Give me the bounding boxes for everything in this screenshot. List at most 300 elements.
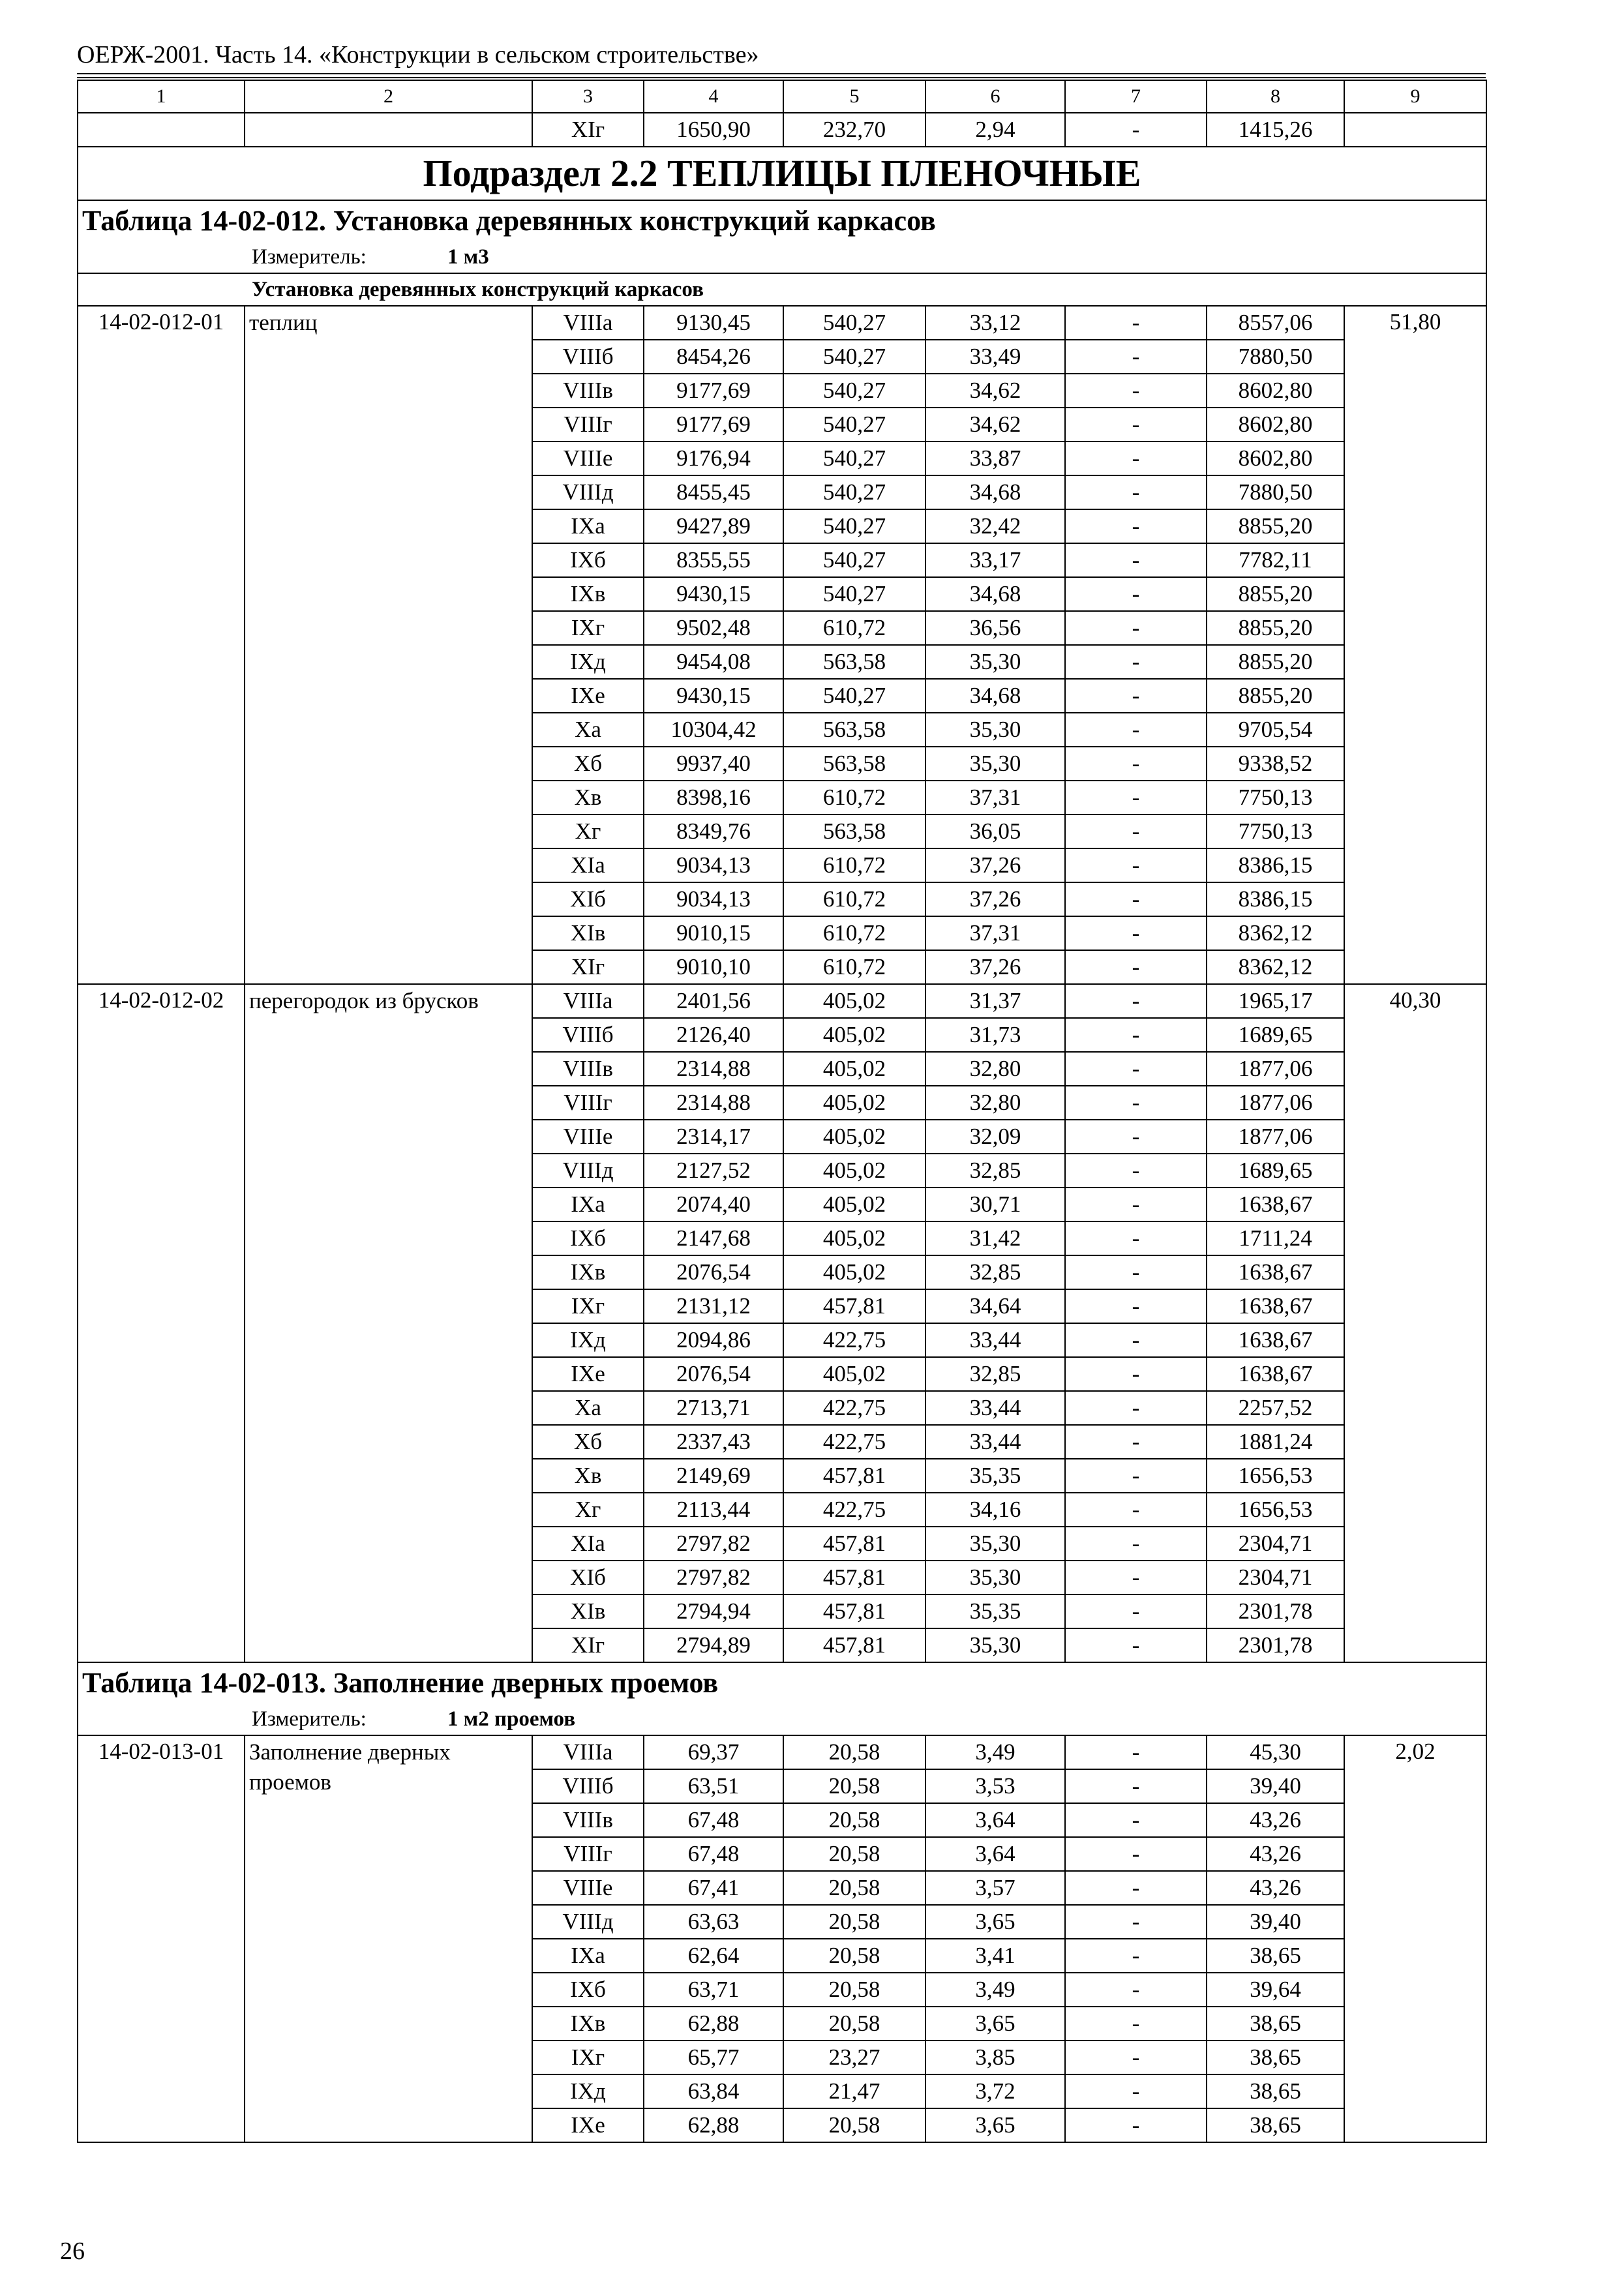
zone-cell: VIIIг (532, 1086, 644, 1120)
section-title: Подраздел 2.2 ТЕПЛИЦЫ ПЛЕНОЧНЫЕ (78, 147, 1486, 200)
table-body (78, 80, 1486, 2142)
table-cell: 31,42 (925, 1221, 1065, 1255)
table-cell: - (1065, 645, 1207, 679)
table-cell: 563,58 (783, 713, 925, 747)
table-cell: 67,41 (644, 1871, 783, 1905)
table-cell: 1711,24 (1207, 1221, 1344, 1255)
table-cell: 9010,15 (644, 916, 783, 950)
table-cell: 405,02 (783, 984, 925, 1018)
table-cell: - (1065, 1425, 1207, 1459)
zone-cell: VIIIа (532, 984, 644, 1018)
table-cell: 3,49 (925, 1973, 1065, 2007)
table-cell: 2301,78 (1207, 1628, 1344, 1662)
table-cell: - (1065, 1357, 1207, 1391)
zone-cell: VIIIг (532, 1837, 644, 1871)
table-cell: 8386,15 (1207, 848, 1344, 882)
table-cell: 3,72 (925, 2074, 1065, 2108)
table-cell: 8602,80 (1207, 441, 1344, 475)
table-cell: 37,26 (925, 882, 1065, 916)
table-cell: 2126,40 (644, 1018, 783, 1052)
table-cell: 9034,13 (644, 882, 783, 916)
table-cell: 9010,10 (644, 950, 783, 984)
table-cell: 32,80 (925, 1086, 1065, 1120)
table-cell: 405,02 (783, 1018, 925, 1052)
table-cell: 37,31 (925, 781, 1065, 815)
table-cell: - (1065, 781, 1207, 815)
item-rate: 40,30 (1344, 984, 1486, 1662)
table-cell: 62,88 (644, 2007, 783, 2041)
table-cell: 540,27 (783, 543, 925, 577)
subheading: Установка деревянных конструкций каркасов (78, 273, 1486, 306)
item-code: 14-02-012-02 (78, 984, 245, 1662)
zone-cell: IXд (532, 1323, 644, 1357)
table-cell: - (1065, 950, 1207, 984)
zone-cell: XIа (532, 848, 644, 882)
table-cell: 20,58 (783, 1871, 925, 1905)
table-cell: 540,27 (783, 408, 925, 441)
table-cell: - (1065, 2108, 1207, 2142)
table-cell: 20,58 (783, 2108, 925, 2142)
table-cell: 39,40 (1207, 1905, 1344, 1939)
table-cell: 62,88 (644, 2108, 783, 2142)
table-cell: - (1065, 1837, 1207, 1871)
table-cell: 20,58 (783, 1939, 925, 1973)
zone-cell: IXв (532, 2007, 644, 2041)
table-cell: 457,81 (783, 1594, 925, 1628)
page-number: 26 (60, 2237, 85, 2265)
table-cell: 32,85 (925, 1255, 1065, 1289)
table-cell: 405,02 (783, 1188, 925, 1221)
table-cell: 34,62 (925, 408, 1065, 441)
table-cell: - (1065, 747, 1207, 781)
table-cell: 63,51 (644, 1769, 783, 1803)
table-cell: 3,41 (925, 1939, 1065, 1973)
table-cell: 8855,20 (1207, 577, 1344, 611)
table-cell: 39,64 (1207, 1973, 1344, 2007)
table-cell: - (1065, 713, 1207, 747)
table-cell: 9937,40 (644, 747, 783, 781)
table-cell: 8455,45 (644, 475, 783, 509)
column-number-row (78, 80, 1486, 113)
zone-cell: VIIIв (532, 1052, 644, 1086)
zone-cell: XIв (532, 916, 644, 950)
table-cell: 2337,43 (644, 1425, 783, 1459)
table-cell: 610,72 (783, 611, 925, 645)
table-cell: 563,58 (783, 815, 925, 848)
table-cell: 36,05 (925, 815, 1065, 848)
table-cell: 610,72 (783, 916, 925, 950)
table-cell: 2401,56 (644, 984, 783, 1018)
table-cell: 8362,12 (1207, 950, 1344, 984)
table-cell: 37,31 (925, 916, 1065, 950)
table-cell: 10304,42 (644, 713, 783, 747)
table-cell: 9427,89 (644, 509, 783, 543)
table-cell: 20,58 (783, 1905, 925, 1939)
meter-label: Измеритель: (252, 1707, 367, 1731)
table-cell: 3,57 (925, 1871, 1065, 1905)
table-cell: 32,09 (925, 1120, 1065, 1154)
table-cell: - (1065, 916, 1207, 950)
table-cell: - (1065, 1459, 1207, 1493)
table-title-row (78, 1662, 1486, 1703)
table-cell: 39,40 (1207, 1769, 1344, 1803)
table-cell: 32,80 (925, 1052, 1065, 1086)
table-cell: - (1065, 1493, 1207, 1527)
table-cell: - (1065, 679, 1207, 713)
table-row (78, 984, 1486, 1018)
table-cell: - (1065, 1289, 1207, 1323)
zone-cell: VIIIе (532, 441, 644, 475)
zone-cell: VIIIв (532, 374, 644, 408)
table-cell: 23,27 (783, 2041, 925, 2074)
table-cell: 2,94 (925, 113, 1065, 147)
column-number: 2 (245, 80, 532, 113)
table-cell: - (1065, 815, 1207, 848)
page-header: ОЕРЖ-2001. Часть 14. «Конструкции в сельском строительстве» (77, 41, 759, 68)
table-cell: 2797,82 (644, 1561, 783, 1594)
table-cell: 43,26 (1207, 1803, 1344, 1837)
table-cell: 422,75 (783, 1493, 925, 1527)
table-cell: 7782,11 (1207, 543, 1344, 577)
table-cell: 35,30 (925, 645, 1065, 679)
zone-cell: VIIIд (532, 475, 644, 509)
table-cell: - (1065, 509, 1207, 543)
header-rule (77, 73, 1486, 74)
table-cell: 2076,54 (644, 1255, 783, 1289)
table-cell: 2304,71 (1207, 1527, 1344, 1561)
table-cell: 8855,20 (1207, 611, 1344, 645)
table-cell: - (1065, 1154, 1207, 1188)
table-cell: - (1065, 1086, 1207, 1120)
table-cell: 2076,54 (644, 1357, 783, 1391)
table-cell: 3,64 (925, 1803, 1065, 1837)
zone-cell: XIв (532, 1594, 644, 1628)
table-cell: 2149,69 (644, 1459, 783, 1493)
table-cell: 610,72 (783, 950, 925, 984)
table-cell: - (1065, 1018, 1207, 1052)
table-cell: - (1065, 306, 1207, 340)
table-cell: - (1065, 1561, 1207, 1594)
table-cell: 540,27 (783, 340, 925, 374)
zone-cell: IXа (532, 509, 644, 543)
zone-cell: VIIIб (532, 1769, 644, 1803)
table-cell: - (1065, 1905, 1207, 1939)
table-cell: 1965,17 (1207, 984, 1344, 1018)
table-cell: 2131,12 (644, 1289, 783, 1323)
table-cell: 405,02 (783, 1221, 925, 1255)
meter-cell (78, 241, 1486, 273)
table-cell: 2314,88 (644, 1086, 783, 1120)
table-cell: 457,81 (783, 1561, 925, 1594)
table-cell: 610,72 (783, 781, 925, 815)
table-cell: 43,26 (1207, 1871, 1344, 1905)
table-cell: 38,65 (1207, 2108, 1344, 2142)
table-cell: 457,81 (783, 1628, 925, 1662)
table-cell: 3,65 (925, 2007, 1065, 2041)
table-cell: 38,65 (1207, 2007, 1344, 2041)
table-cell: 20,58 (783, 1769, 925, 1803)
table-cell: 1638,67 (1207, 1357, 1344, 1391)
zone-cell: Xа (532, 1391, 644, 1425)
table-cell: 457,81 (783, 1289, 925, 1323)
table-cell: 33,44 (925, 1391, 1065, 1425)
table-cell: 610,72 (783, 848, 925, 882)
zone-cell: Xб (532, 1425, 644, 1459)
table-cell: 540,27 (783, 441, 925, 475)
column-number: 6 (925, 80, 1065, 113)
item-code: 14-02-013-01 (78, 1735, 245, 2142)
zone-cell: VIIIб (532, 1018, 644, 1052)
item-rate: 51,80 (1344, 306, 1486, 984)
table-cell: 34,62 (925, 374, 1065, 408)
table-cell: 9177,69 (644, 408, 783, 441)
table-cell: 1656,53 (1207, 1459, 1344, 1493)
section-title-row (78, 147, 1486, 200)
table-cell: 38,65 (1207, 1939, 1344, 1973)
table-cell: 610,72 (783, 882, 925, 916)
table-cell: 1656,53 (1207, 1493, 1344, 1527)
table-cell: 422,75 (783, 1391, 925, 1425)
table-cell: 405,02 (783, 1255, 925, 1289)
column-number: 5 (783, 80, 925, 113)
table-cell: 1881,24 (1207, 1425, 1344, 1459)
zone-cell: VIIIе (532, 1120, 644, 1154)
table-cell: 37,26 (925, 848, 1065, 882)
meter-label: Измеритель: (252, 245, 367, 269)
meter-value: 1 м2 проемов (447, 1707, 576, 1731)
table-cell: 405,02 (783, 1120, 925, 1154)
zone-cell: VIIIв (532, 1803, 644, 1837)
table-cell: - (1065, 1188, 1207, 1221)
table-cell: 67,48 (644, 1803, 783, 1837)
zone-cell: VIIIд (532, 1154, 644, 1188)
table-cell: 32,85 (925, 1357, 1065, 1391)
zone-cell: IXа (532, 1939, 644, 1973)
table-cell: 20,58 (783, 2007, 925, 2041)
table-cell: 9034,13 (644, 848, 783, 882)
zone-cell: VIIIб (532, 340, 644, 374)
zone-cell: VIIIе (532, 1871, 644, 1905)
meter-row (78, 241, 1486, 273)
zone-cell: XIа (532, 1527, 644, 1561)
table-cell: 405,02 (783, 1154, 925, 1188)
table-cell: 540,27 (783, 679, 925, 713)
subheading-row (78, 273, 1486, 306)
table-cell: 9338,52 (1207, 747, 1344, 781)
carry-row (78, 113, 1486, 147)
zone-cell: XIг (532, 113, 644, 147)
table-cell: 9430,15 (644, 577, 783, 611)
table-cell: 62,64 (644, 1939, 783, 1973)
table-row (78, 306, 1486, 340)
table-cell: 457,81 (783, 1459, 925, 1493)
table-cell: 3,49 (925, 1735, 1065, 1769)
table-cell: 2094,86 (644, 1323, 783, 1357)
table-cell: - (1065, 2074, 1207, 2108)
table-cell: 34,68 (925, 679, 1065, 713)
zone-cell: VIIIг (532, 408, 644, 441)
table-cell: 2304,71 (1207, 1561, 1344, 1594)
table-cell: - (1065, 543, 1207, 577)
zone-cell: IXе (532, 1357, 644, 1391)
table-cell: 2713,71 (644, 1391, 783, 1425)
table-cell: 7750,13 (1207, 815, 1344, 848)
item-name: Заполнение дверных проемов (245, 1735, 532, 2142)
table-cell: 1638,67 (1207, 1188, 1344, 1221)
table-cell: 33,44 (925, 1323, 1065, 1357)
table-cell: 1415,26 (1207, 113, 1344, 147)
table-cell: 2074,40 (644, 1188, 783, 1221)
table-cell: 2314,88 (644, 1052, 783, 1086)
table-cell: 540,27 (783, 577, 925, 611)
table-cell: 35,30 (925, 1527, 1065, 1561)
table-cell: - (1065, 1120, 1207, 1154)
table-cell: 1689,65 (1207, 1018, 1344, 1052)
table-cell: - (1065, 1628, 1207, 1662)
table-cell: 35,30 (925, 747, 1065, 781)
table-cell: 20,58 (783, 1735, 925, 1769)
table-cell: 3,65 (925, 2108, 1065, 2142)
table-cell: - (1065, 577, 1207, 611)
item-rate: 2,02 (1344, 1735, 1486, 2142)
table-cell: 9454,08 (644, 645, 783, 679)
table-cell: - (1065, 1221, 1207, 1255)
table-cell: 69,37 (644, 1735, 783, 1769)
zone-cell: IXб (532, 543, 644, 577)
table-cell: 35,35 (925, 1594, 1065, 1628)
table-cell: 31,73 (925, 1018, 1065, 1052)
table-cell: 65,77 (644, 2041, 783, 2074)
table-cell: 63,63 (644, 1905, 783, 1939)
table-cell: 1638,67 (1207, 1255, 1344, 1289)
table-cell: - (1065, 475, 1207, 509)
table-cell: 2257,52 (1207, 1391, 1344, 1425)
item-name: теплиц (245, 306, 532, 984)
table-cell (78, 113, 245, 147)
table-cell: 21,47 (783, 2074, 925, 2108)
table-cell: - (1065, 1255, 1207, 1289)
table-cell: 1650,90 (644, 113, 783, 147)
zone-cell: IXа (532, 1188, 644, 1221)
table-cell: 38,65 (1207, 2074, 1344, 2108)
table-cell: 2314,17 (644, 1120, 783, 1154)
table-cell: 2127,52 (644, 1154, 783, 1188)
table-cell: 33,17 (925, 543, 1065, 577)
table-cell: - (1065, 2041, 1207, 2074)
zone-cell: IXв (532, 1255, 644, 1289)
table-cell: - (1065, 1769, 1207, 1803)
table-cell: 1638,67 (1207, 1323, 1344, 1357)
table-cell: - (1065, 1527, 1207, 1561)
table-cell (245, 113, 532, 147)
table-cell: - (1065, 1973, 1207, 2007)
zone-cell: IXб (532, 1973, 644, 2007)
table-title: Таблица 14-02-013. Заполнение дверных проемов (78, 1662, 1486, 1703)
zone-cell: VIIIд (532, 1905, 644, 1939)
table-cell: 3,64 (925, 1837, 1065, 1871)
table-cell: 30,71 (925, 1188, 1065, 1221)
table-cell: - (1065, 1871, 1207, 1905)
column-number: 1 (78, 80, 245, 113)
table-cell: 31,37 (925, 984, 1065, 1018)
table-cell: 540,27 (783, 475, 925, 509)
table-cell: 563,58 (783, 645, 925, 679)
table-cell: 2794,94 (644, 1594, 783, 1628)
table-cell: 33,12 (925, 306, 1065, 340)
item-code: 14-02-012-01 (78, 306, 245, 984)
table-cell: 457,81 (783, 1527, 925, 1561)
table-cell (1344, 113, 1486, 147)
table-cell: 2797,82 (644, 1527, 783, 1561)
table-cell: - (1065, 441, 1207, 475)
table-cell: 8398,16 (644, 781, 783, 815)
table-cell: 422,75 (783, 1323, 925, 1357)
table-cell: 9430,15 (644, 679, 783, 713)
table-cell: - (1065, 1939, 1207, 1973)
table-cell: 1689,65 (1207, 1154, 1344, 1188)
table-cell: - (1065, 1323, 1207, 1357)
table-cell: 8355,55 (644, 543, 783, 577)
table-cell: 405,02 (783, 1086, 925, 1120)
table-cell: 2794,89 (644, 1628, 783, 1662)
table-cell: - (1065, 408, 1207, 441)
table-cell: 540,27 (783, 374, 925, 408)
zone-cell: VIIIа (532, 1735, 644, 1769)
zone-cell: IXг (532, 1289, 644, 1323)
table-cell: 7880,50 (1207, 475, 1344, 509)
table-cell: 3,65 (925, 1905, 1065, 1939)
table-cell: 63,84 (644, 2074, 783, 2108)
zone-cell: IXг (532, 2041, 644, 2074)
table-cell: - (1065, 1391, 1207, 1425)
table-cell: 540,27 (783, 509, 925, 543)
table-cell: 7880,50 (1207, 340, 1344, 374)
meter-value: 1 м3 (447, 245, 489, 269)
zone-cell: IXв (532, 577, 644, 611)
table-cell: - (1065, 1735, 1207, 1769)
table-cell: 9177,69 (644, 374, 783, 408)
table-cell: 7750,13 (1207, 781, 1344, 815)
zone-cell: VIIIа (532, 306, 644, 340)
table-cell: 1638,67 (1207, 1289, 1344, 1323)
zone-cell: Xг (532, 1493, 644, 1527)
table-cell: 37,26 (925, 950, 1065, 984)
table-cell: 34,68 (925, 577, 1065, 611)
zone-cell: Xв (532, 1459, 644, 1493)
table-title: Таблица 14-02-012. Установка деревянных конструкций каркасов (78, 200, 1486, 241)
zone-cell: XIг (532, 1628, 644, 1662)
table-cell: 35,30 (925, 713, 1065, 747)
table-cell: 45,30 (1207, 1735, 1344, 1769)
rates-table (77, 80, 1487, 2143)
column-number: 4 (644, 80, 783, 113)
table-cell: - (1065, 611, 1207, 645)
table-cell: 563,58 (783, 747, 925, 781)
zone-cell: Xб (532, 747, 644, 781)
table-cell: - (1065, 848, 1207, 882)
table-cell: 34,64 (925, 1289, 1065, 1323)
item-name: перегородок из брусков (245, 984, 532, 1662)
table-cell: 20,58 (783, 1973, 925, 2007)
zone-cell: IXб (532, 1221, 644, 1255)
table-cell: 8855,20 (1207, 679, 1344, 713)
zone-cell: IXд (532, 2074, 644, 2108)
table-cell: 3,85 (925, 2041, 1065, 2074)
table-row (78, 1735, 1486, 1769)
table-cell: 35,30 (925, 1561, 1065, 1594)
table-cell: 34,16 (925, 1493, 1065, 1527)
meter-cell (78, 1703, 1486, 1735)
